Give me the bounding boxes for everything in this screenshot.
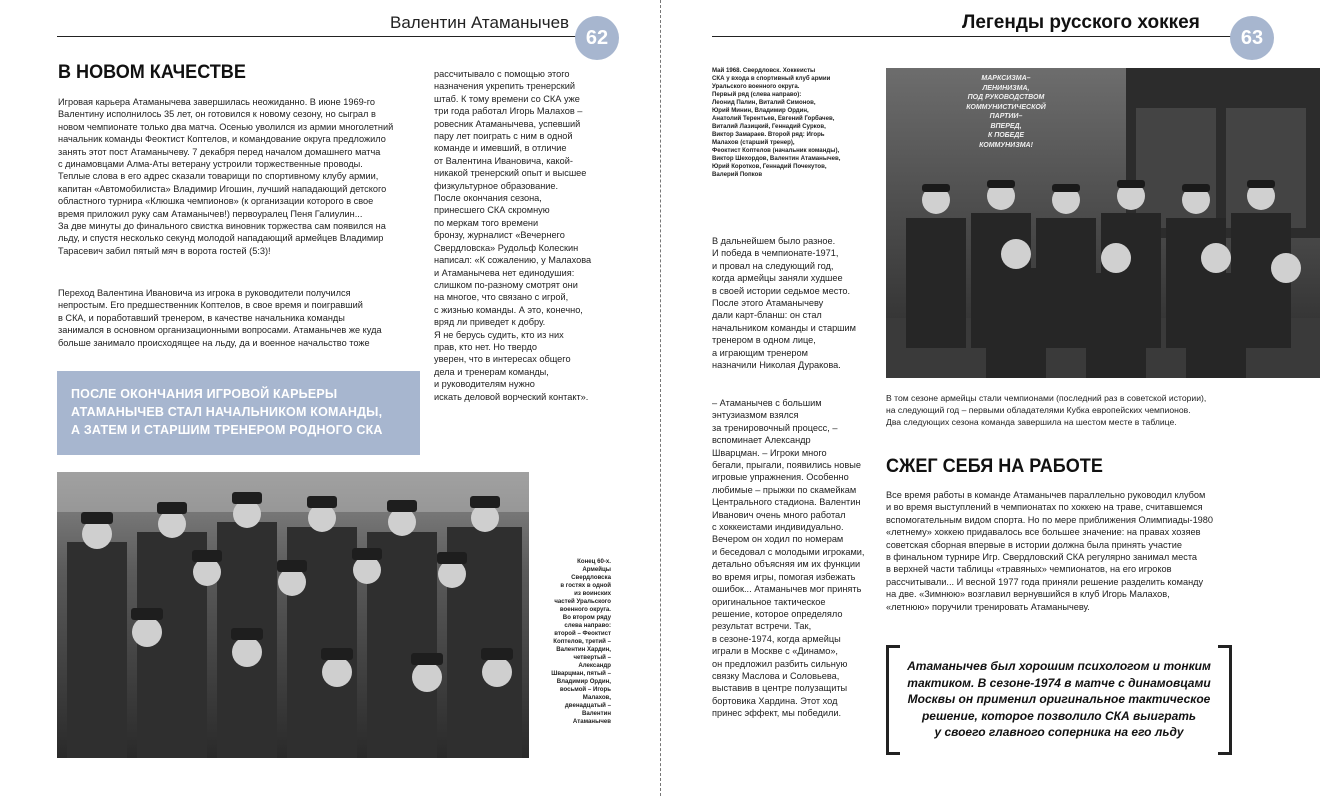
- right-top-caption: Май 1968. Свердловск. Хоккеисты СКА у входа в спортивный клуб армии Уральского военного округа. Первый ряд (слева направо): Леонид Палин, Виталий Симонов, Юрий Минин, Владимир Ордин, Анатолий Терентьев, Евгений Горбачев, Виталий Лазицкий, Геннадий Сурков, Виктор Замараев. Второй ряд: Игорь Малахов (старший тренер), Феоктист Коптелов (начальник команды), Виктор Шехордов, Валентин Атаманычев, Юрий Коротков, Геннадий Почекутов, Валерий Попков: [712, 67, 841, 178]
- hockey-team-photo-graphic: [886, 68, 1320, 378]
- right-header-rule: [712, 36, 1232, 37]
- left-paragraph-2: Переход Валентина Ивановича из игрока в руководители получился непростым. Его предшественник Коптелов, в свое время и поигравший в СКА, и поработавший тренером, в качестве начальника команды занимался в основном организационными вопросами. Атаманычев же куда больше занимало происходящее на льду, да и военное начальство тоже: [58, 288, 382, 348]
- left-section-title: В НОВОМ КАЧЕСТВЕ: [58, 62, 246, 83]
- right-column-1: В дальнейшем было разное. И победа в чемпионате-1971, и провал на следующий год, когда армейцы заняли худшее в своей истории седьмое место. После этого Атаманычеву дали карт-бланш: он стал начальником команды и старшим тренером в одном лице, а играющим тренером назначили Николая Дуракова.: [712, 236, 857, 371]
- left-photo-caption: Конец 60-х. Армейцы Свердловска в гостях в одной из воинских частей Уральского военного округа. Во втором ряду слева направо: второй – Феоктист Коптелов, третий – Валентин Хардин, четвертый – Александр Шварцман, пятый – Владимир Ордин, восьмой – Игорь Малахов, двенадцатый – Валентин Атаманычев: [551, 558, 611, 725]
- quote-bracket-right: [1218, 645, 1232, 755]
- right-column-1b: – Атаманычев с большим энтузиазмом взялся за тренировочный процесс, – вспоминает Александр Шварцман. – Игроки много бегали, прыгали, появились новые игровые упражнения. Особенно любимые – прыжки по скамейкам Центрального стадиона. Валентин Иванович очень много работал с хоккеистами индивидуально. Вечером он ходил по номерам и беседовал с молодыми игроками, детально объясняя им их функции во время игры, помогая избежать ошибок... Атаманычев мог принять оригинальное тактическое решение, которое определяло результат встречи. Так, в сезоне-1974, когда армейцы играли в Москве с «Динамо», он предложил разбить сильную связку Маслова и Соловьева, выставив в центре полузащиты бортовика Хардина. Этот ход принес эффект, мы победили.: [712, 398, 865, 719]
- spread-gutter: [660, 0, 661, 796]
- left-column-2: рассчитывало с помощью этого назначения укрепить тренерский штаб. К тому времени со СКА уже три года работал Игорь Малахов – ровесник Атаманычева, успевший пару лет поиграть с ним в одной команде и имевший, в отличие от Валентина Ивановича, какой- никакой тренерский опыт и высшее физкультурное образование. После окончания сезона, принесшего СКА скромную по меркам того времени бронзу, журналист «Вечернего Свердловска» Рудольф Колескин написал: «К сожалению, у Малахова и Атаманычева нет единодушия: слишком по-разному смотрят они на многое, что связано с игрой, с жизнью команды. А это, конечно, вряд ли приведет к добру. Я не берусь судить, кто из них прав, кто нет. Но твердо уверен, что в интересах общего дела и тренерам команды, и руководителям нужно искать деловой ворческий контакт».: [434, 69, 592, 402]
- right-running-head: Легенды русского хоккея: [962, 12, 1200, 33]
- right-section-title: СЖЕГ СЕБЯ НА РАБОТЕ: [886, 456, 1103, 477]
- left-team-photo: [57, 472, 529, 758]
- left-paragraph-1: Игровая карьера Атаманычева завершилась неожиданно. В июне 1969-го Валентину исполнилось 35 лет, он готовился к новому сезону, но сыграл в новом чемпионате только два матча. Осенью уволился из армии многолетний начальник команды Феоктист Коптелов, и командование округа предложило занять этот пост Атаманычеву. 7 декабря перед началом домашнего матча с динамовцами Алма-Аты ветерану устроили торжественные проводы. Теплые слова в его адрес сказали товарищи по спортивному клубу армии, капитан «Автомобилиста» Владимир Игошин, лучший нападающий детского областного турнира «Клюшка чемпионов» (к организации которого в свое время приложил руку сам Атаманычев!) первоуралец Пеня Галиулин... За две минуты до финального свистка виновник торжества сам появился на льду, и спустя несколько секунд молодой нападающий армейцев Владимир Тарасевич забил пятый мяч в ворота гостей (5:3)!: [58, 97, 394, 256]
- right-paragraph: Все время работы в команде Атаманычев параллельно руководил клубом и во время выступлений в чемпионатах по хоккею на траве, считавшемся вспомогательным видом спорта. Но по мере приближения Олимпиады-1980 «летнему» хоккею придавалось все большее значение: на правах хозяев советская сборная впервые в истории должна была принять участие в финальном турнире Игр. Свердловский СКА регулярно занимал места в верхней части таблицы «травяных» чемпионатов, на его игроков рассчитывали... И весной 1977 года приняли решение разделить команду на две. «Зимнюю» возглавил вернувшийся в клуб Игорь Малахов, «летнюю» поручили тренировать Атаманычеву.: [886, 490, 1214, 612]
- left-header-rule: [57, 36, 577, 37]
- right-team-photo: [886, 68, 1320, 378]
- left-pull-quote: ПОСЛЕ ОКОНЧАНИЯ ИГРОВОЙ КАРЬЕРЫ АТАМАНЫЧЕВ СТАЛ НАЧАЛЬНИКОМ КОМАНДЫ, А ЗАТЕМ И СТАРШИМ ТРЕНЕРОМ РОДНОГО СКА: [57, 371, 420, 455]
- right-bracket-quote: Атаманычев был хорошим психологом и тонким тактиком. В сезоне-1974 в матче с динамовцами Москвы он применил оригинальное тактическое решение, которое позволило СКА выиграть у своего главного соперника на его льду: [907, 659, 1211, 739]
- soldiers-group-photo-graphic: [57, 472, 529, 758]
- right-page-number: 63: [1230, 16, 1274, 60]
- left-page-number: 62: [575, 16, 619, 60]
- left-running-head: Валентин Атаманычев: [390, 13, 570, 32]
- right-photo-caption: В том сезоне армейцы стали чемпионами (последний раз в советской истории), на следующий год – первыми обладателями Кубка европейских чемпионов. Два следующих сезона команда завершила на шестом месте в таблице.: [886, 393, 1207, 427]
- quote-bracket-left: [886, 645, 900, 755]
- building-sign-text: МАРКСИЗМА– ЛЕНИНИЗМА, ПОД РУКОВОДСТВОМ КОММУНИСТИЧЕСКОЙ ПАРТИИ– ВПЕРЕД, К ПОБЕДЕ КОММУНИЗМА!: [966, 75, 1046, 149]
